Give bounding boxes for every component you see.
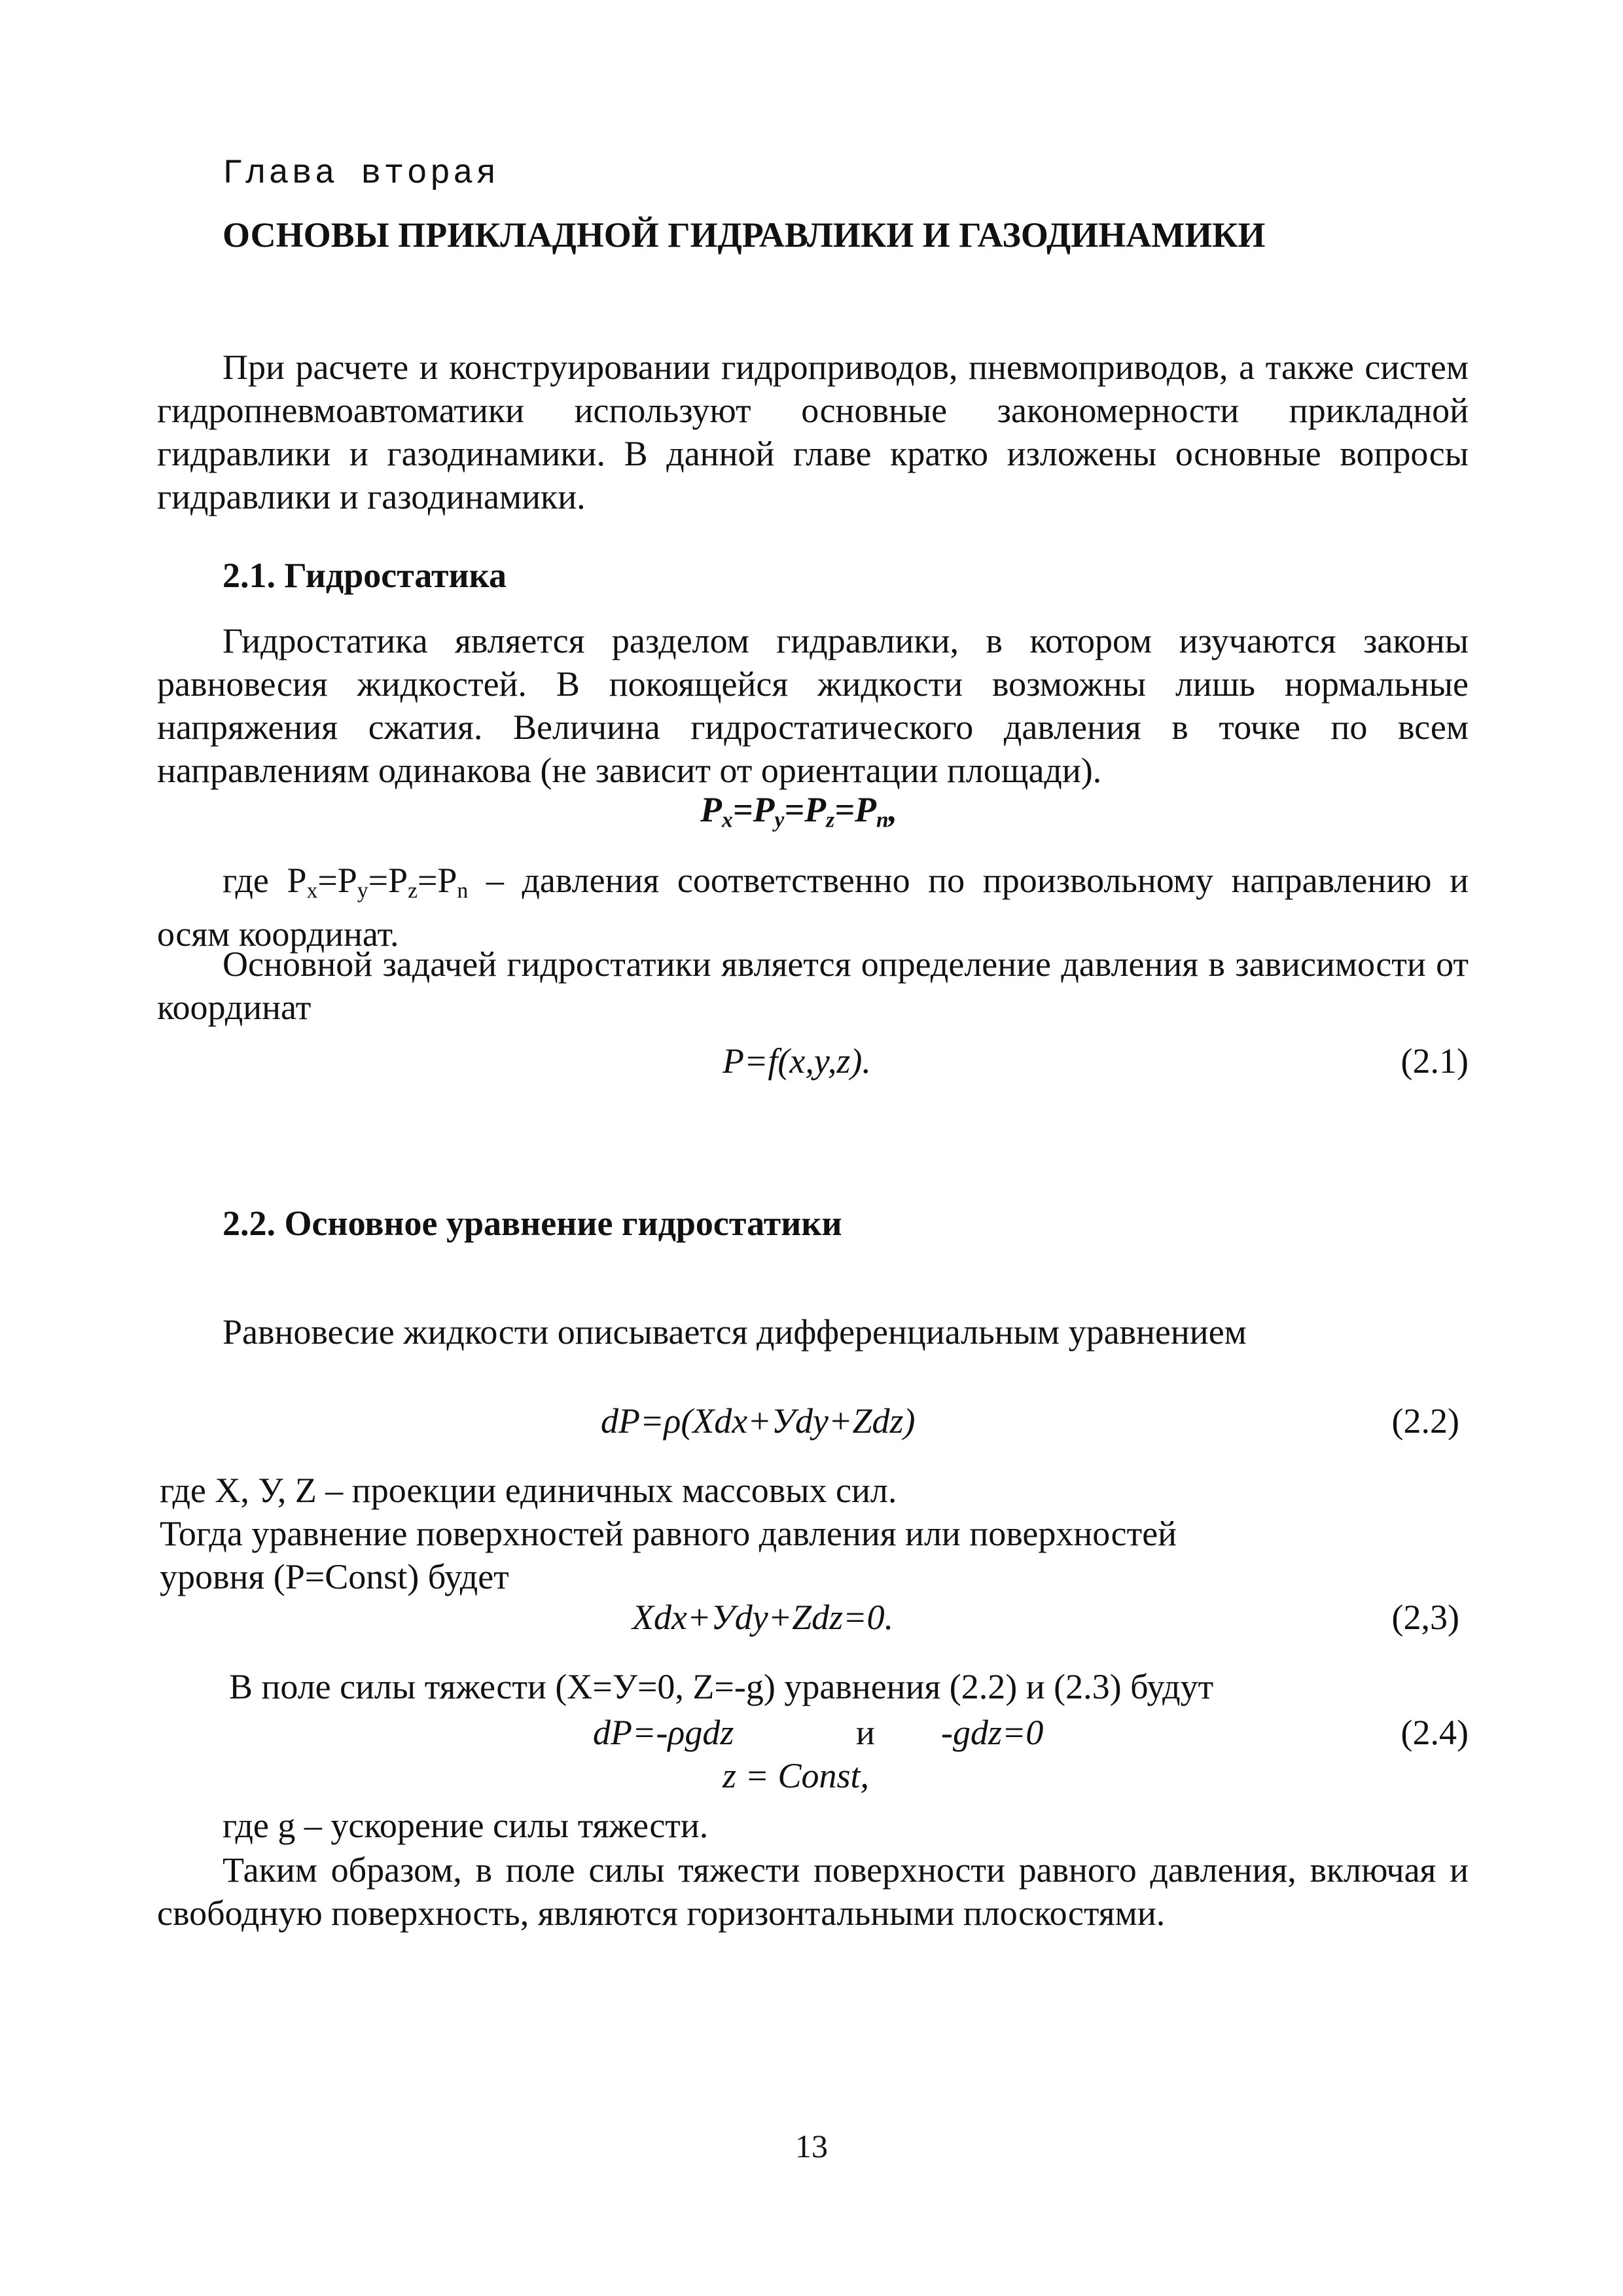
section-1-where-paragraph: где $P_x=P_y=P_z=P_n$ – давления соответственно по произвольному направлению и осям координат. [157, 861, 1469, 954]
intro-paragraph [157, 346, 1469, 518]
equation-2-2: dP=ρ(Xdx+Уdy+Zdz) [601, 1401, 916, 1441]
equation-2-4-const: z = Const, [722, 1756, 869, 1795]
equation-2-3: Xdx+Уdy+Zdz=0. [632, 1598, 894, 1637]
chapter-title: ОСНОВЫ ПРИКЛАДНОЙ ГИДРАВЛИКИ И ГАЗОДИНАМИКИ [223, 215, 1266, 255]
section-heading-2-2: 2.2. Основное уравнение гидростатики [223, 1204, 842, 1243]
equation-number-2-4: (2.4) [1400, 1713, 1469, 1752]
section-heading-2-1: 2.1. Гидростатика [223, 556, 507, 595]
section-2-paragraph-2 [157, 1848, 1469, 1935]
equation-number-2-2: (2.2) [1391, 1401, 1459, 1441]
page-number: 13 [795, 2128, 828, 2164]
chapter-label: Глава вторая [223, 154, 499, 193]
section-1-text-1: Гидростатика является разделом гидравлики, в котором изучаются законы равновесия жидкостей. В покоящейся жидкости возможны лишь нормальные напряжения сжатия. Величина гидростатического давления в точке по всем направлениям одинакова (не зависит от ориентации площади). [157, 621, 1469, 790]
section-2-line-1: где X, У, Z – проекции единичных массовых сил. [160, 1471, 897, 1510]
equation-number-2-3: (2,3) [1391, 1598, 1459, 1637]
equation-2-4-left: dP=-ρgdz [593, 1713, 734, 1752]
section-1-paragraph-2 [157, 942, 1469, 1029]
section-2-line-4: В поле силы тяжести (X=У=0, Z=-g) уравнения (2.2) и (2.3) будут [229, 1667, 1214, 1706]
section-1-text-2: Основной задачей гидростатики является определение давления в зависимости от координат [157, 944, 1469, 1027]
section-2-line-5: где g – ускорение силы тяжести. [223, 1806, 709, 1845]
section-2-paragraph-1: Равновесие жидкости описывается дифференциальным уравнением [223, 1312, 1247, 1352]
section-2-line-2: Тогда уравнение поверхностей равного давления или поверхностей [160, 1514, 1177, 1553]
equation-number-2-1: (2.1) [1400, 1041, 1469, 1081]
intro-text: При расчете и конструировании гидроприводов, пневмоприводов, а также систем гидропневмоавтоматики используют основные закономерности прикладной гидравлики и газодинамики. В данной главе кратко изложены основные вопросы гидравлики и газодинамики. [157, 348, 1469, 516]
equation-pressure-components: $P_x=P_y=P_z=P_n$, [700, 790, 898, 833]
section-2-text-2: Таким образом, в поле силы тяжести поверхности равного давления, включая и свободную поверхность, являются горизонтальными плоскостями. [157, 1850, 1469, 1933]
equation-2-4-and: и [856, 1713, 875, 1752]
equation-2-1: P=f(x,y,z). [722, 1041, 871, 1081]
section-2-line-3: уровня (P=Const) будет [160, 1557, 509, 1596]
equation-2-4-right: -gdz=0 [941, 1713, 1044, 1752]
section-1-paragraph-1 [157, 619, 1469, 792]
